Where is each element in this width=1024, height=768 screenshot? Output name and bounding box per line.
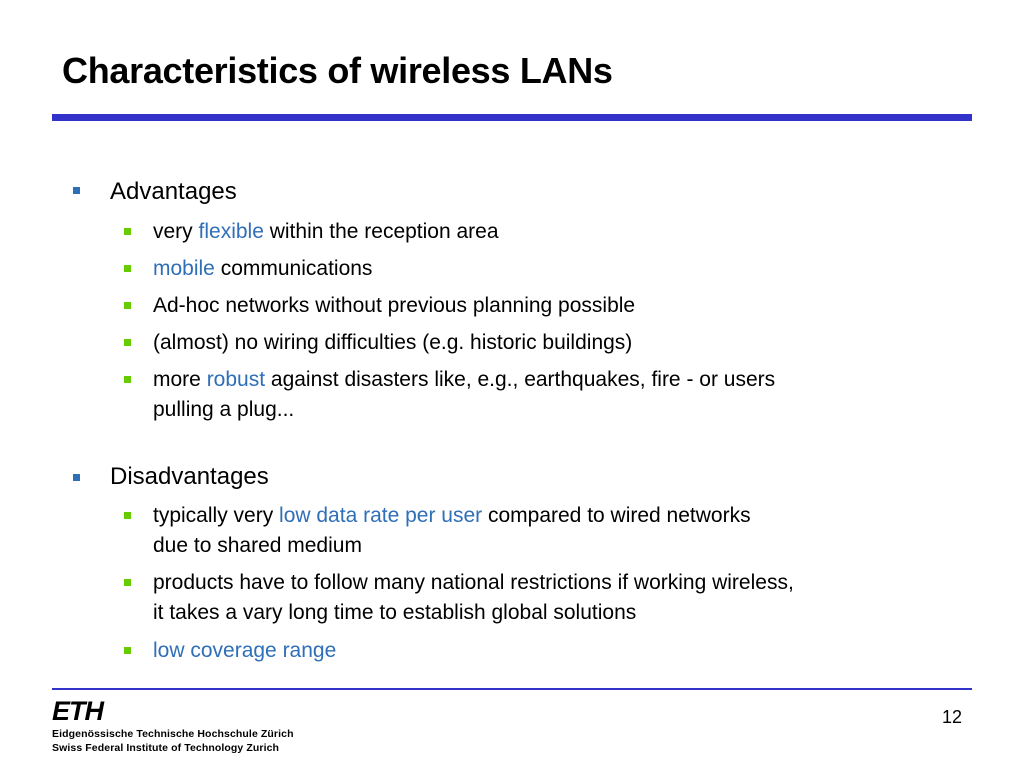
page-number: 12	[941, 707, 962, 727]
item-text: communications	[214, 257, 373, 280]
bullet-square-icon	[124, 339, 131, 346]
item-highlight: flexible	[198, 220, 264, 243]
disadvantage-item	[153, 636, 953, 666]
eth-logo-line2: Swiss Federal Institute of Technology Zurich	[52, 742, 280, 754]
item-text-continued: due to shared medium	[153, 534, 362, 557]
bullet-square-icon	[124, 579, 131, 586]
disadvantages-heading: Disadvantages	[110, 463, 269, 490]
item-highlight: robust	[206, 368, 266, 391]
item-highlight: mobile	[153, 257, 215, 280]
disadvantage-item	[153, 501, 953, 561]
title-divider	[52, 114, 972, 121]
bullet-square-icon	[124, 302, 131, 309]
item-text: typically very	[153, 504, 280, 527]
bullet-square-icon	[73, 187, 80, 194]
advantage-item	[153, 291, 953, 321]
footer-divider	[52, 688, 972, 690]
item-highlight: low data rate per user	[279, 504, 483, 527]
advantage-item	[153, 217, 953, 247]
advantage-item	[153, 365, 953, 425]
item-text: more	[153, 368, 207, 391]
item-text: within the reception area	[263, 220, 499, 243]
bullet-square-icon	[124, 265, 131, 272]
bullet-square-icon	[124, 512, 131, 519]
item-text-continued: pulling a plug...	[153, 398, 295, 421]
item-text-continued: it takes a vary long time to establish global solutions	[153, 601, 637, 624]
advantage-item	[153, 254, 953, 284]
bullet-square-icon	[124, 647, 131, 654]
bullet-square-icon	[124, 376, 131, 383]
item-text: against disasters like, e.g., earthquakes, fire - or users	[265, 368, 776, 391]
advantages-heading: Advantages	[110, 178, 237, 205]
bullet-square-icon	[73, 474, 80, 481]
eth-logo-line1: Eidgenössische Technische Hochschule Zürich	[52, 728, 294, 740]
slide-title: Characteristics of wireless LANs	[62, 50, 613, 91]
item-highlight: low coverage range	[153, 639, 337, 662]
advantage-item	[153, 328, 953, 358]
disadvantage-item	[153, 568, 953, 628]
item-text: very	[153, 220, 199, 243]
item-text: products have to follow many national restrictions if working wireless,	[153, 571, 794, 594]
item-text: Ad-hoc networks without previous planning possible	[153, 294, 636, 317]
item-text: (almost) no wiring difficulties (e.g. historic buildings)	[153, 331, 633, 354]
bullet-square-icon	[124, 228, 131, 235]
eth-logo: ETH	[52, 696, 103, 726]
item-text: compared to wired networks	[482, 504, 751, 527]
